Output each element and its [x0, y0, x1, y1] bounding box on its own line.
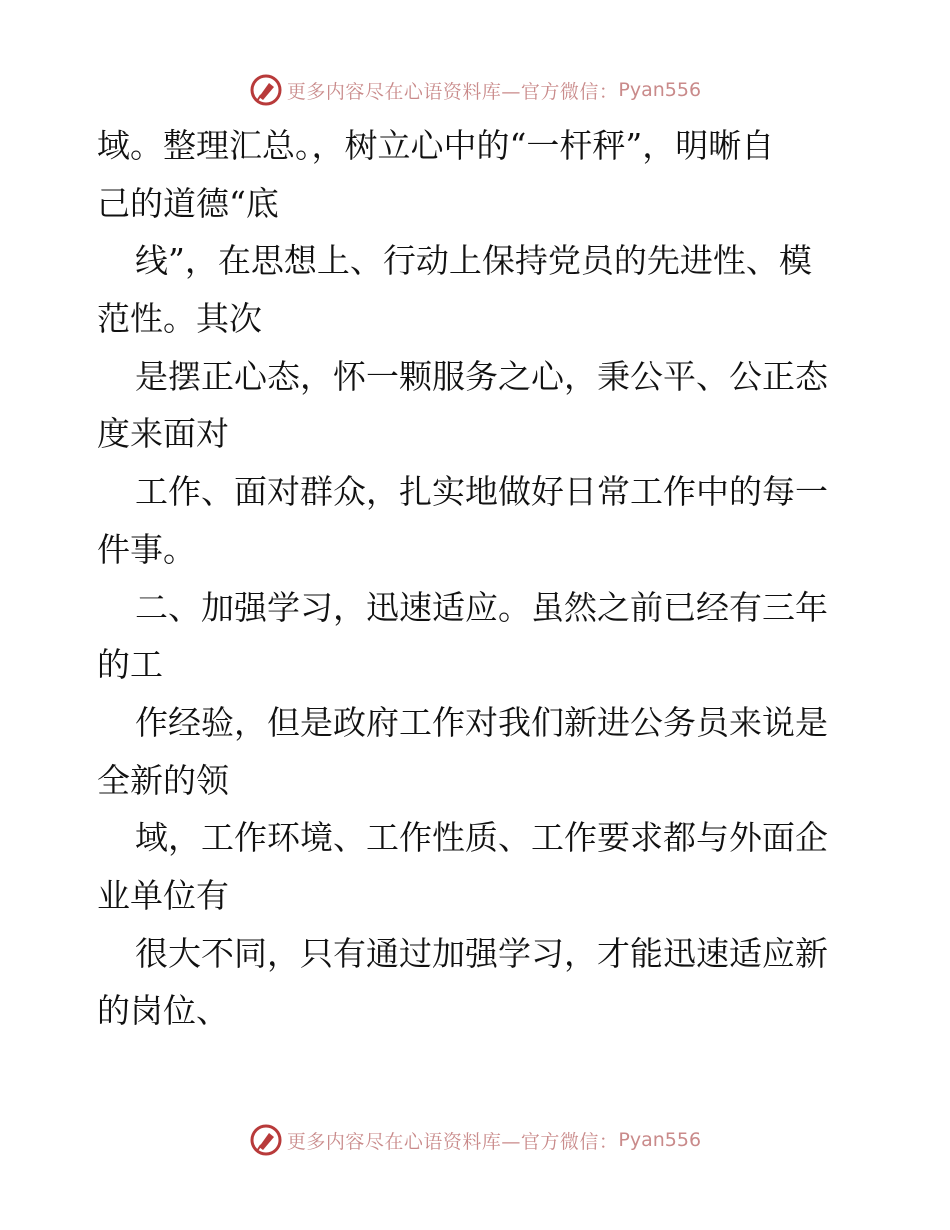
text-line: 是摆正心态，怀一颗服务之心，秉公平、公正态	[135, 356, 828, 396]
text-line: 范性。其次	[97, 299, 262, 339]
document-body	[97, 117, 857, 1040]
text-line: 域。整理汇总。，树立心中的“一杆秤”，明晰自	[97, 126, 775, 165]
text-line: 件事。	[97, 529, 196, 569]
header-banner	[0, 70, 950, 110]
pen-nib-logo-icon	[249, 1123, 283, 1157]
header-wechat-id: Pyan556	[618, 79, 702, 101]
header-banner-text: 更多内容尽在心语资料库—官方微信：	[286, 80, 619, 103]
text-line: 很大不同，只有通过加强学习，才能迅速适应新	[135, 933, 828, 973]
pen-nib-logo-icon	[249, 73, 283, 107]
text-line: 线”，在思想上、行动上保持党员的先进性、模	[135, 241, 812, 281]
text-line: 的岗位、	[97, 991, 229, 1031]
text-line: 度来面对	[97, 414, 229, 454]
text-line: 作经验，但是政府工作对我们新进公务员来说是	[135, 702, 828, 742]
footer-wechat-id: Pyan556	[618, 1129, 702, 1151]
footer-banner-text: 更多内容尽在心语资料库—官方微信：	[286, 1130, 619, 1153]
text-line: 己的道德“底	[97, 183, 279, 223]
text-line: 域，工作环境、工作性质、工作要求都与外面企	[135, 818, 828, 858]
text-line: 全新的领	[97, 760, 229, 800]
text-line: 二、加强学习，迅速适应。虽然之前已经有三年	[135, 587, 828, 627]
text-line: 工作、面对群众，扎实地做好日常工作中的每一	[135, 472, 828, 512]
text-line: 的工	[97, 645, 163, 685]
footer-banner	[0, 1120, 950, 1160]
text-line: 业单位有	[97, 875, 229, 915]
